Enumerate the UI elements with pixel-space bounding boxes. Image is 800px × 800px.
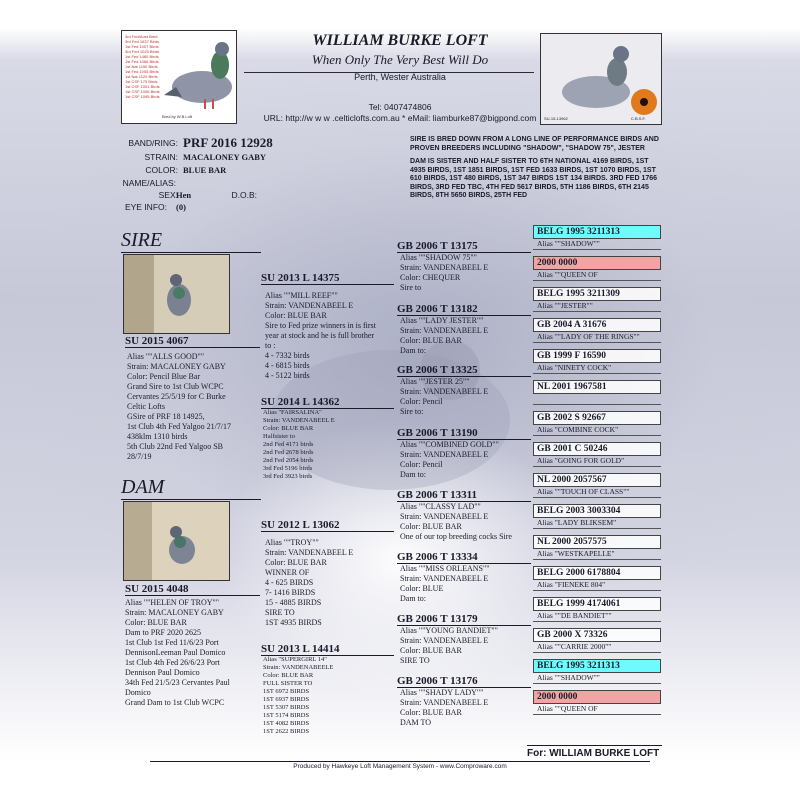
gen3-4-details: Alias ""COMBINED GOLD"" Strain: VANDENABEEL E Color: Pencil Dam to: [400,440,499,479]
gen4-16-alias: Alias ""QUEEN OF [533,704,661,715]
gen4-7-band: GB 2002 S 92667 [533,411,661,425]
gen2-dam-dam-details: Alias "SUPERGIRL 14" Strain: VANDENABEELE Color: BLUE BAR FULL SISTER TO 1ST 6972 BIRDS 1ST 6937 BIRDS 1ST 5307 BIRDS 1ST 5174 BIRDS 1ST 4082 BIRDS 1ST 2622 BIRDS [263,656,334,735]
gen2-dam-sire [261,519,394,628]
gen4-11-alias: Alias "WESTKAPELLE" [533,549,661,560]
sex-label: SEX: [158,190,178,200]
gen4-1-alias: Alias ""SHADOW"" [533,239,661,250]
gen2-dam-sire-band: SU 2012 L 13062 [261,519,394,532]
gen4-6 [533,380,661,405]
sire-description: SIRE IS BRED DOWN FROM A LONG LINE OF PERFORMANCE BIRDS AND PROVEN BREEDERS INCLUDING "SHADOW", "SHADOW 75", JESTER [410,136,659,152]
gen4-10 [533,504,661,529]
footer-for-loft: For: WILLIAM BURKE LOFT [527,745,662,759]
dam-details: Alias ""HELEN OF TROY"" Strain: MACALONEY GABY Color: BLUE BAR Dam to PRF 2020 2625 1st Club 1st Fed 11/6/23 Port DennisonLeeman Paul Domico 1st Club 4th Fed 26/6/23 Port Dennison Paul Domico 34th Fed 21/5/23 Cervantes Paul Domico Grand Dam to 1st Club WCPC [125,598,230,707]
gen4-13 [533,597,661,622]
dob-label: D.O.B: [231,190,257,200]
gen4-7 [533,411,661,436]
gen4-10-alias: Alias "LADY BLIKSEM" [533,518,661,529]
right-photo-caption-2: C.B.S.F. [631,116,646,121]
gen3-4-band: GB 2006 T 13190 [397,427,531,440]
loft-location: Perth, Wester Australia [354,72,446,82]
name-alias-label: NAME/ALIAS: [122,178,176,188]
sire-heading: SIRE [121,229,163,251]
gen4-15-band: BELG 1995 3211313 [533,659,661,673]
gen3-6 [397,551,531,604]
gen4-6-alias [533,394,661,405]
gen4-9-alias: Alias ""TOUCH OF CLASS"" [533,487,661,498]
gen2-sire-dam [261,396,394,481]
gen3-8-details: Alias ""SHADY LADY"" Strain: VANDENABEEL E Color: BLUE BAR DAM TO [400,688,489,727]
gen4-16-band: 2000 0000 [533,690,661,704]
gen3-2-band: GB 2006 T 13182 [397,303,531,316]
left-header-photo [121,30,237,124]
gen3-7 [397,613,531,666]
gen2-sire-sire-details: Alias ""MILL REEF"" Strain: VANDENABEEL E Color: BLUE BAR Sire to Fed prize winners in is first year at stock and he is full brother to : 4 - 7332 birds 4 - 6815 birds 4 - 5122 birds [265,291,376,380]
strain-value: MACALONEY GABY [183,152,267,162]
gen3-5-band: GB 2006 T 13311 [397,489,531,502]
gen3-2-details: Alias ""LADY JESTER"" Strain: VANDENABEEL E Color: BLUE BAR Dam to: [400,316,489,355]
left-photo-caption: Bred by W.B.Loft [162,114,193,119]
gen4-14-alias: Alias ""CARRIE 2000"" [533,642,661,653]
color-value: BLUE BAR [183,165,227,175]
gen4-8-alias: Alias "GOING FOR GOLD" [533,456,661,467]
dam-description: DAM IS SISTER AND HALF SISTER TO 6TH NATIONAL 4169 BIRDS, 1ST 4935 BIRDS, 1ST 1851 BIRDS, 1ST FED 1633 BIRDS, 1ST 1070 BIRDS, 1ST 610 BIRDS, 1ST 480 BIRDS, 1ST 347 BIRDS 1ST 134 BIRDS. 3RD FED 1766 BIRDS, 3RD FED TBC, 4TH FED 5617 BIRDS, 5TH 1186 BIRDS, 6TH 2145 BIRDS, 8TH 5650 BIRDS, 25TH FED [410,158,658,199]
gen3-6-band: GB 2006 T 13334 [397,551,531,564]
footer-produced-by: Produced by Hawkeye Loft Management System - www.Comproware.com [150,761,650,770]
loft-url-email: URL: http://w w w .celticlofts.com.au * eMail: liamburke87@bigpond.com [263,113,537,123]
sex-value: Hen [176,190,192,200]
right-photo-caption: SU-15-13962 [544,116,568,121]
gen3-5 [397,489,531,542]
loft-phone: Tel: 0407474806 [368,102,432,112]
dam-heading-line [121,499,261,500]
gen3-1-band: GB 2006 T 13175 [397,240,531,253]
gen4-9-band: NL 2000 2057567 [533,473,661,487]
gen4-16 [533,690,661,715]
eye-info-value: (0) [176,202,186,212]
gen4-13-band: BELG 1999 4174061 [533,597,661,611]
sire-heading-line [121,252,261,253]
gen2-sire-sire-band: SU 2013 L 14375 [261,272,394,285]
gen3-2 [397,303,531,356]
gen3-6-details: Alias ""MISS ORLEANS"" Strain: VANDENABEEL E Color: BLUE Dam to: [400,564,490,603]
gen4-14-band: GB 2000 X 73326 [533,628,661,642]
gen3-3-details: Alias ""JESTER 25"" Strain: VANDENABEEL E Color: Pencil Sire to: [400,377,489,416]
sire-photo [123,254,230,334]
sire-details: Alias ""ALLS GOOD"" Strain: MACALONEY GABY Color: Pencil Blue Bar Grand Sire to 1st Club WCPC Cervantes 25/5/19 for C Burke Celtic Lofts GSire of PRF 18 14925, 1st Club 4th Fed Yalgoo 21/7/17 438klm 1310 birds 5th Club 22nd Fed Yalgoo SB 28/7/19 [127,352,232,461]
gen4-4 [533,318,661,343]
gen2-sire-sire [261,272,394,381]
gen3-1 [397,240,531,293]
gen4-8-band: GB 2001 C 50246 [533,442,661,456]
left-photo-results: 3rd Fed/Aust Bred 3rd Fed 1637 Birds 1st Fed 1007 Birds 3rd Fed 1025 Birds 1st Fed 1480 Birds 1st Fed 1066 Birds 1st Nat 1150 Birds 1st Fed 1005 Birds 1st Nat 1120 Birds 1st CSF 175 Birds 1st CSF 1001 Birds 1st CSF 1005 Birds 1st CSF 1095 Birds [125,34,160,99]
gen3-7-band: GB 2006 T 13179 [397,613,531,626]
gen4-14 [533,628,661,653]
color-label: COLOR: [145,165,178,175]
gen4-15 [533,659,661,684]
gen4-3-alias: Alias ""JESTER"" [533,301,661,312]
gen4-5-band: GB 1999 F 16590 [533,349,661,363]
gen2-sire-dam-details: Alias "FAIRSALINA" Strain: VANDENABEEL E Color: BLUE BAR Halfsister to 2nd Fed 4171 birds 2nd Fed 2678 birds 2nd Fed 2054 birds 3rd Fed 5196 birds 3rd Fed 3923 birds [263,409,335,480]
sire-pigeon-image [124,255,229,333]
band-value: PRF 2016 12928 [183,135,273,150]
gen2-dam-dam-band: SU 2013 L 14414 [261,643,394,656]
gen2-dam-sire-details: Alias ""TROY"" Strain: VANDENABEEL E Color: BLUE BAR WINNER OF 4 - 625 BIRDS 7- 1416 BIRDS 15 - 4885 BIRDS SIRE TO 1ST 4935 BIRDS [265,538,354,627]
gen3-8-band: GB 2006 T 13176 [397,675,531,688]
gen3-3-band: GB 2006 T 13325 [397,364,531,377]
gen4-1 [533,225,661,250]
gen4-3-band: BELG 1995 3211309 [533,287,661,301]
eye-info-label: EYE INFO: [124,202,167,212]
gen4-4-alias: Alias ""LADY OF THE RINGS"" [533,332,661,343]
gen4-9 [533,473,661,498]
pigeon-image-right [541,34,661,124]
gen2-sire-dam-band: SU 2014 L 14362 [261,396,394,409]
dam-pigeon-image [124,502,229,580]
band-label: BAND/RING: [128,138,178,148]
gen3-5-details: Alias ""CLASSY LAD"" Strain: VANDENABEEL E Color: BLUE BAR One of our top breeding cocks Sire [400,502,512,541]
sire-band: SU 2015 4067 [125,335,260,348]
dam-band: SU 2015 4048 [125,583,260,596]
dam-heading: DAM [121,476,165,498]
gen4-10-band: BELG 2003 3003304 [533,504,661,518]
gen2-dam-dam [261,643,394,736]
gen4-2-band: 2000 0000 [533,256,661,270]
loft-motto: When Only The Very Best Will Do [311,52,489,67]
gen3-1-details: Alias ""SHADOW 75"" Strain: VANDENABEEL E Color: CHEQUER Sire to [400,253,489,292]
strain-label: STRAIN: [144,152,178,162]
gen3-4 [397,427,531,480]
gen3-8 [397,675,531,728]
dam-photo [123,501,230,581]
gen4-12-band: BELG 2000 6178804 [533,566,661,580]
gen4-11 [533,535,661,560]
gen4-7-alias: Alias "COMBINE COCK" [533,425,661,436]
loft-title: WILLIAM BURKE LOFT [312,32,488,49]
bird-description [410,136,662,206]
gen4-5 [533,349,661,374]
gen4-4-band: GB 2004 A 31676 [533,318,661,332]
gen4-15-alias: Alias ""SHADOW"" [533,673,661,684]
gen4-2 [533,256,661,281]
gen3-3 [397,364,531,417]
gen4-8 [533,442,661,467]
gen4-1-band: BELG 1995 3211313 [533,225,661,239]
gen4-13-alias: Alias ""DE BANDIET"" [533,611,661,622]
gen4-11-band: NL 2000 2057575 [533,535,661,549]
gen4-5-alias: Alias "NINETY COCK" [533,363,661,374]
gen4-2-alias: Alias ""QUEEN OF [533,270,661,281]
pigeon-image-left [162,35,234,117]
gen4-3 [533,287,661,312]
gen4-12-alias: Alias "FIENEKE 804" [533,580,661,591]
gen4-6-band: NL 2001 1967581 [533,380,661,394]
gen4-12 [533,566,661,591]
right-header-photo [540,33,662,125]
gen3-7-details: Alias ""YOUNG BANDIET"" Strain: VANDENABEEL E Color: BLUE BAR SIRE TO [400,626,498,665]
